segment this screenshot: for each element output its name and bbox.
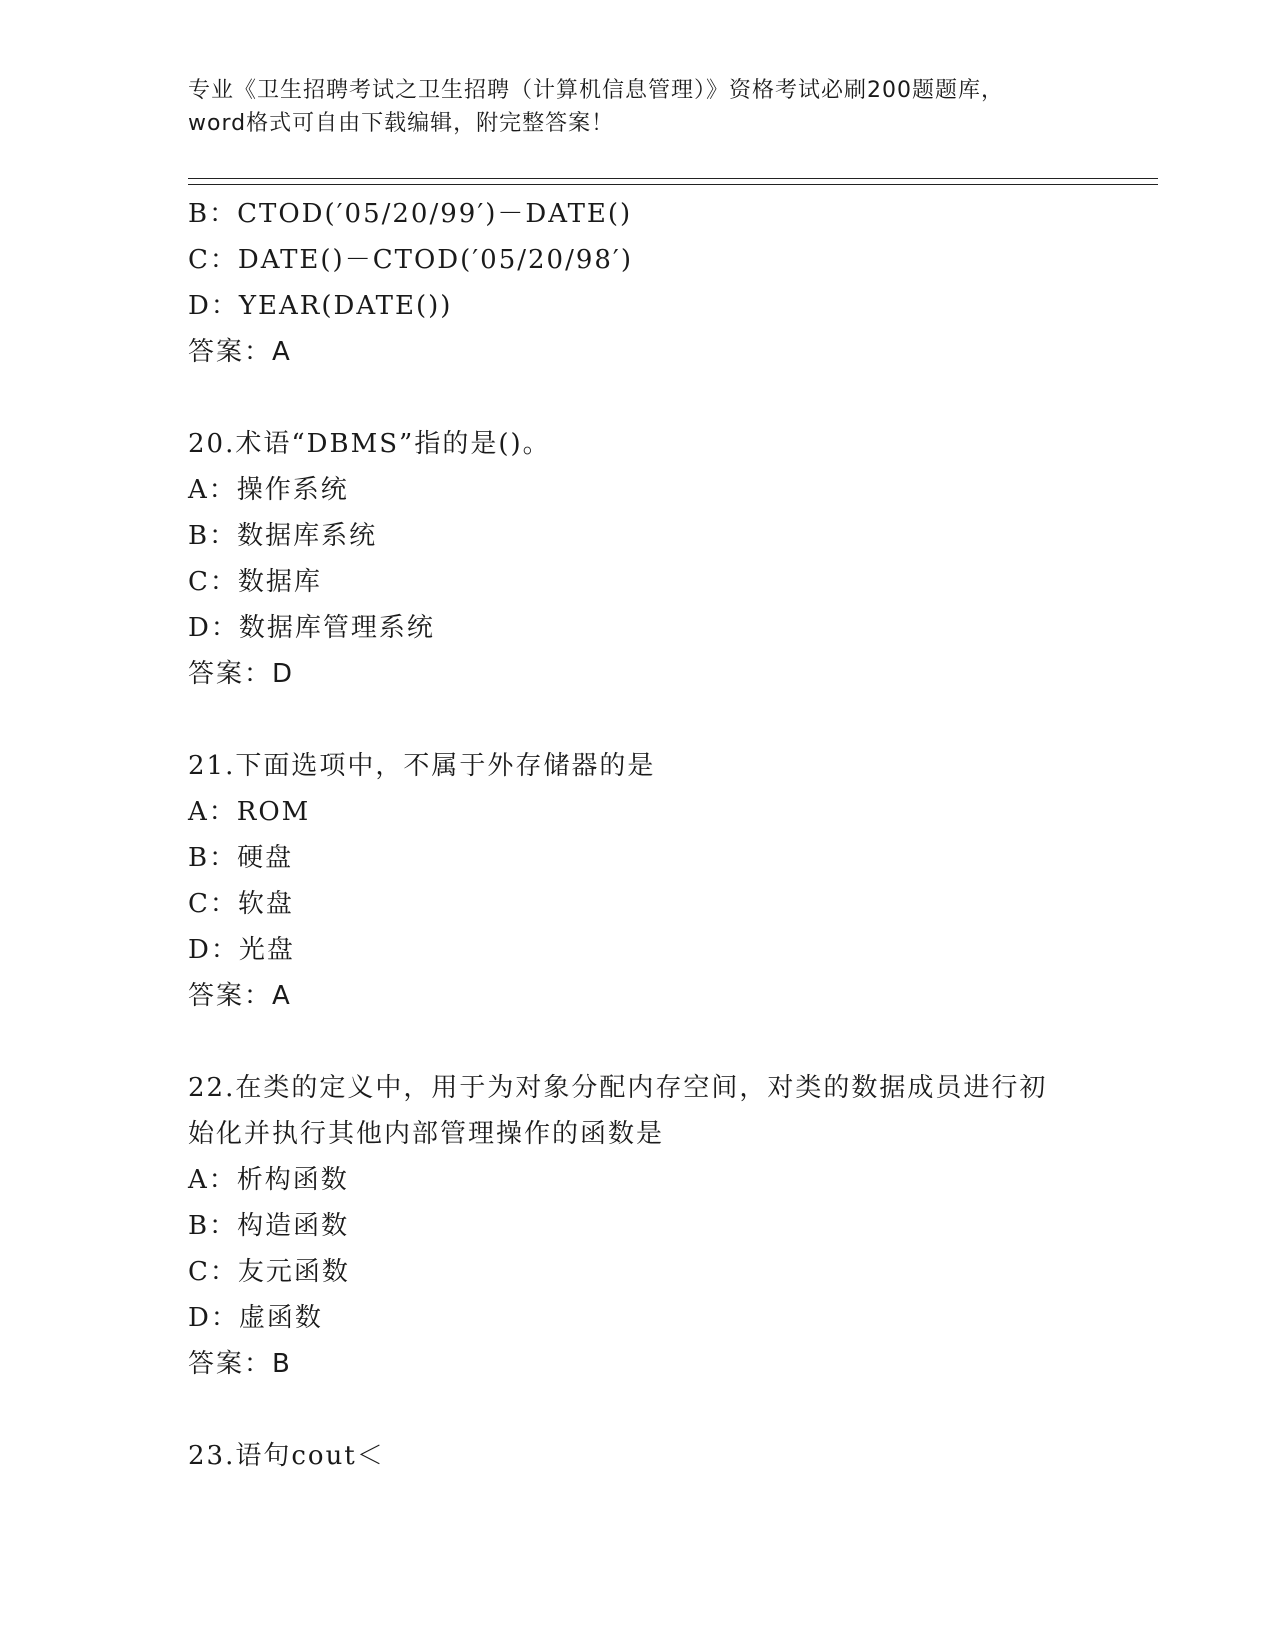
header-divider-bottom xyxy=(188,184,1158,185)
question-stem: 23.语句cout＜ xyxy=(188,1441,385,1471)
spacer xyxy=(188,375,1088,421)
question-item xyxy=(188,1433,1088,1479)
question-item xyxy=(188,1065,1088,1387)
option-c: C：友元函数 xyxy=(188,1257,350,1287)
option-d: D：虚函数 xyxy=(188,1303,323,1333)
answer-line: 答案：A xyxy=(188,337,292,367)
spacer xyxy=(188,1019,1088,1065)
option-b: B：构造函数 xyxy=(188,1211,350,1241)
option-c: C：软盘 xyxy=(188,889,294,919)
answer-line: 答案：B xyxy=(188,1349,292,1379)
continued-question xyxy=(188,191,1088,375)
option-d: D：光盘 xyxy=(188,935,295,965)
option-d: D：数据库管理系统 xyxy=(188,613,435,643)
option-a: A：析构函数 xyxy=(188,1165,349,1195)
option-b: B：硬盘 xyxy=(188,843,294,873)
option-b: B：数据库系统 xyxy=(188,521,378,551)
option-a: A：操作系统 xyxy=(188,475,349,505)
header-divider-top xyxy=(188,178,1158,179)
question-stem: 21.下面选项中，不属于外存储器的是 xyxy=(188,751,656,781)
question-stem-line-1: 22.在类的定义中，用于为对象分配内存空间，对类的数据成员进行初 xyxy=(188,1073,1048,1103)
answer-line: 答案：D xyxy=(188,659,295,689)
spacer xyxy=(188,1387,1088,1433)
header-title-line-1: 专业《卫生招聘考试之卫生招聘（计算机信息管理）》资格考试必刷200题题库， xyxy=(188,78,1004,103)
option-d: D：YEAR(DATE()) xyxy=(188,291,453,321)
question-list xyxy=(188,191,1088,1479)
option-b: B：CTOD(′05/20/99′)－DATE() xyxy=(188,199,633,229)
question-item xyxy=(188,421,1088,697)
option-c: C：DATE()－CTOD(′05/20/98′) xyxy=(188,245,633,275)
header-title-line-2: word格式可自由下载编辑，附完整答案！ xyxy=(188,111,615,136)
question-stem-line-2: 始化并执行其他内部管理操作的函数是 xyxy=(188,1119,665,1149)
option-a: A：ROM xyxy=(188,797,311,827)
option-c: C：数据库 xyxy=(188,567,322,597)
question-item xyxy=(188,743,1088,1019)
document-header xyxy=(188,74,1088,140)
answer-line: 答案：A xyxy=(188,981,292,1011)
spacer xyxy=(188,697,1088,743)
question-stem: 20.术语“DBMS”指的是()。 xyxy=(188,429,551,459)
